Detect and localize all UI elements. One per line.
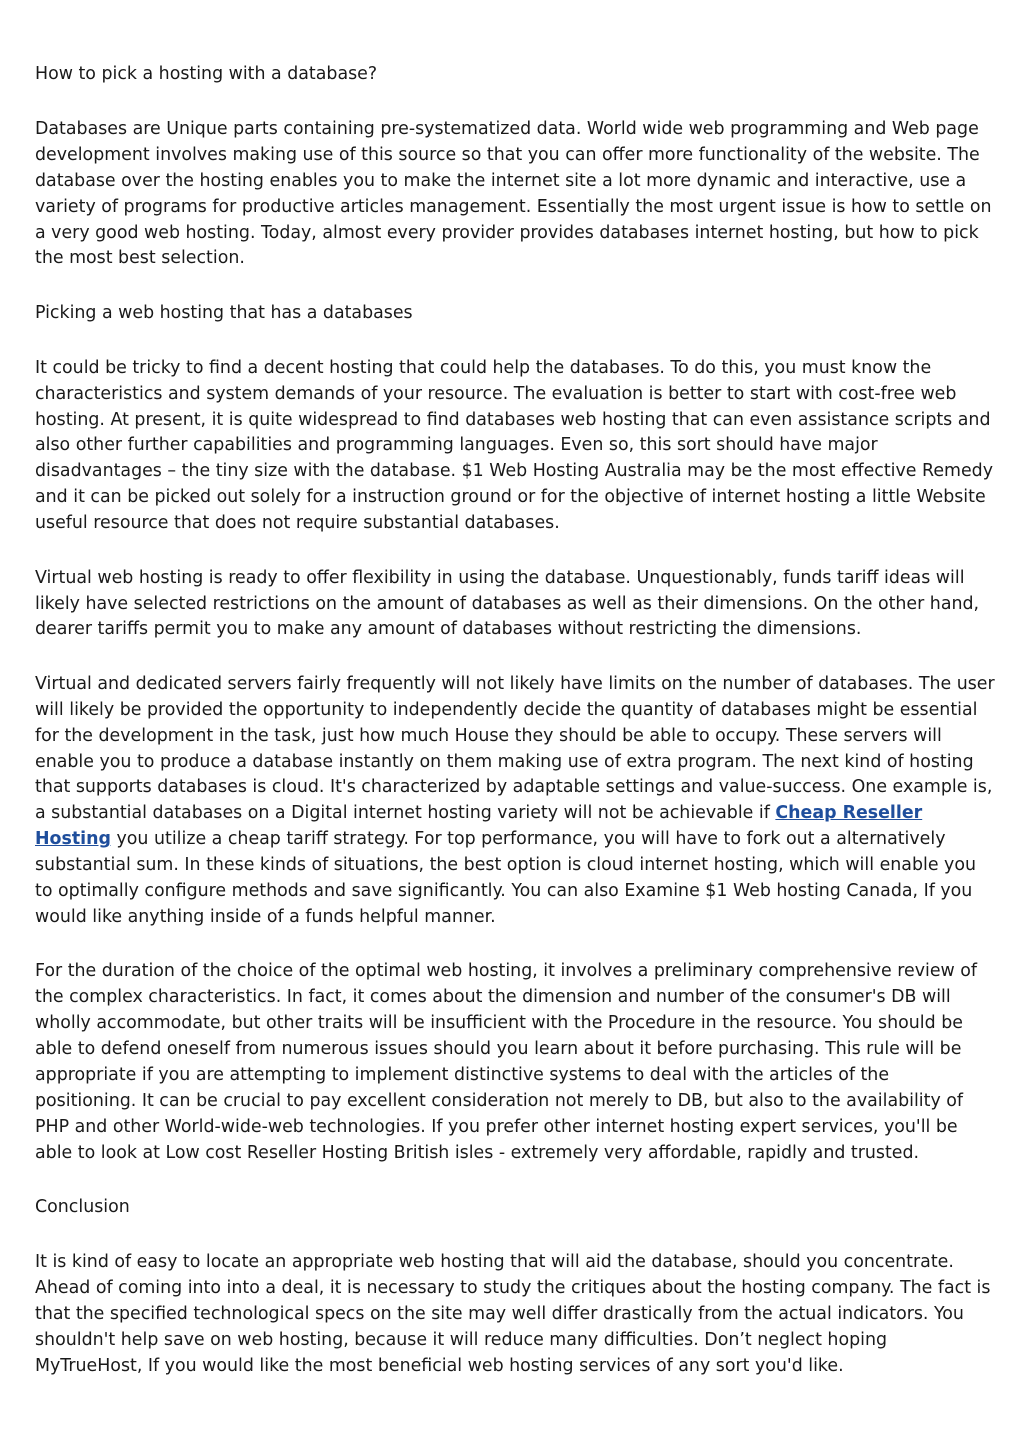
paragraph-conclusion: It is kind of easy to locate an appropriate web hosting that will aid the database, should you concentrate. Ahead of coming into into a deal, it is necessary to study the critiques about the hosting company. The fact is that the specified technological specs on the site may well differ drastically from the actual indicators. You shouldn't help save on web hosting, because it will reduce many difficulties. Don’t neglect hoping MyTrueHost, If you would like the most beneficial web hosting services of any sort you'd like. [35, 1252, 991, 1376]
document-page [35, 62, 995, 1408]
paragraph-virtual-hosting: Virtual web hosting is ready to offer flexibility in using the database. Unquestionably, funds tariff ideas will likely have selected restrictions on the amount of databases as well as their dimensions. On the other hand, dearer tariffs permit you to make any amount of databases without restricting the dimensions. [35, 567, 980, 640]
page-title: How to pick a hosting with a database? [35, 64, 378, 84]
paragraph-intro: Databases are Unique parts containing pre-systematized data. World wide web programming and Web page development involves making use of this source so that you can offer more functionality of the website. The database over the hosting enables you to make the internet site a lot more dynamic and interactive, use a variety of programs for productive articles management. Essentially the most urgent issue is how to settle on a very good web hosting. Today, almost every provider provides databases internet hosting, but how to pick the most best selection. [35, 118, 992, 269]
paragraph-choice: For the duration of the choice of the optimal web hosting, it involves a preliminary comprehensive review of the complex characteristics. In fact, it comes about the dimension and number of the consumer's DB will wholly accommodate, but other traits will be insufficient with the Procedure in the resource. You should be able to defend oneself from numerous issues should you learn about it before purchasing. This rule will be appropriate if you are attempting to implement distinctive systems to deal with the articles of the positioning. It can be crucial to pay excellent consideration not merely to DB, but also to the availability of PHP and other World-wide-web technologies. If you prefer other internet hosting expert services, you'll be able to look at Low cost Reseller Hosting British isles - extremely very affordable, rapidly and trusted. [35, 961, 978, 1163]
cheap-reseller-hosting-link[interactable]: Cheap Reseller Hosting [35, 803, 923, 850]
section-heading-picking: Picking a web hosting that has a databases [35, 302, 413, 323]
paragraph-text-before-link: Virtual and dedicated servers fairly frequently will not likely have limits on the number of databases. The user will likely be provided the opportunity to independently decide the quantity of databases might be essential for the development in the task, just how much House they should be able to occupy. These servers will enable you to produce a database instantly on them making use of extra program. The next kind of hosting that supports databases is cloud. It's characterized by adaptable settings and value-success. One example is, a substantial databases on a Digital internet hosting variety will not be achievable if [35, 673, 995, 824]
paragraph-free-hosting: It could be tricky to find a decent hosting that could help the databases. To do this, you must know the characteristics and system demands of your resource. The evaluation is better to start with cost-free web hosting. At present, it is quite widespread to find databases web hosting that can even assistance scripts and also other further capabilities and programming languages. Even so, this sort should have major disadvantages – the tiny size with the database. $1 Web Hosting Australia may be the most effective Remedy and it can be picked out solely for a instruction ground or for the objective of internet hosting a little Website useful resource that does not require substantial databases. [35, 357, 993, 534]
paragraph-text-after-link: you utilize a cheap tariff strategy. For top performance, you will have to fork out a alternatively substantial sum. In these kinds of situations, the best option is cloud internet hosting, which will enable you to optimally configure methods and save significantly. You can also Examine $1 Web hosting Canada, If you would like anything inside of a funds helpful manner. [35, 829, 977, 927]
section-heading-conclusion: Conclusion [35, 1197, 130, 1218]
paragraph-dedicated-servers [35, 672, 995, 931]
